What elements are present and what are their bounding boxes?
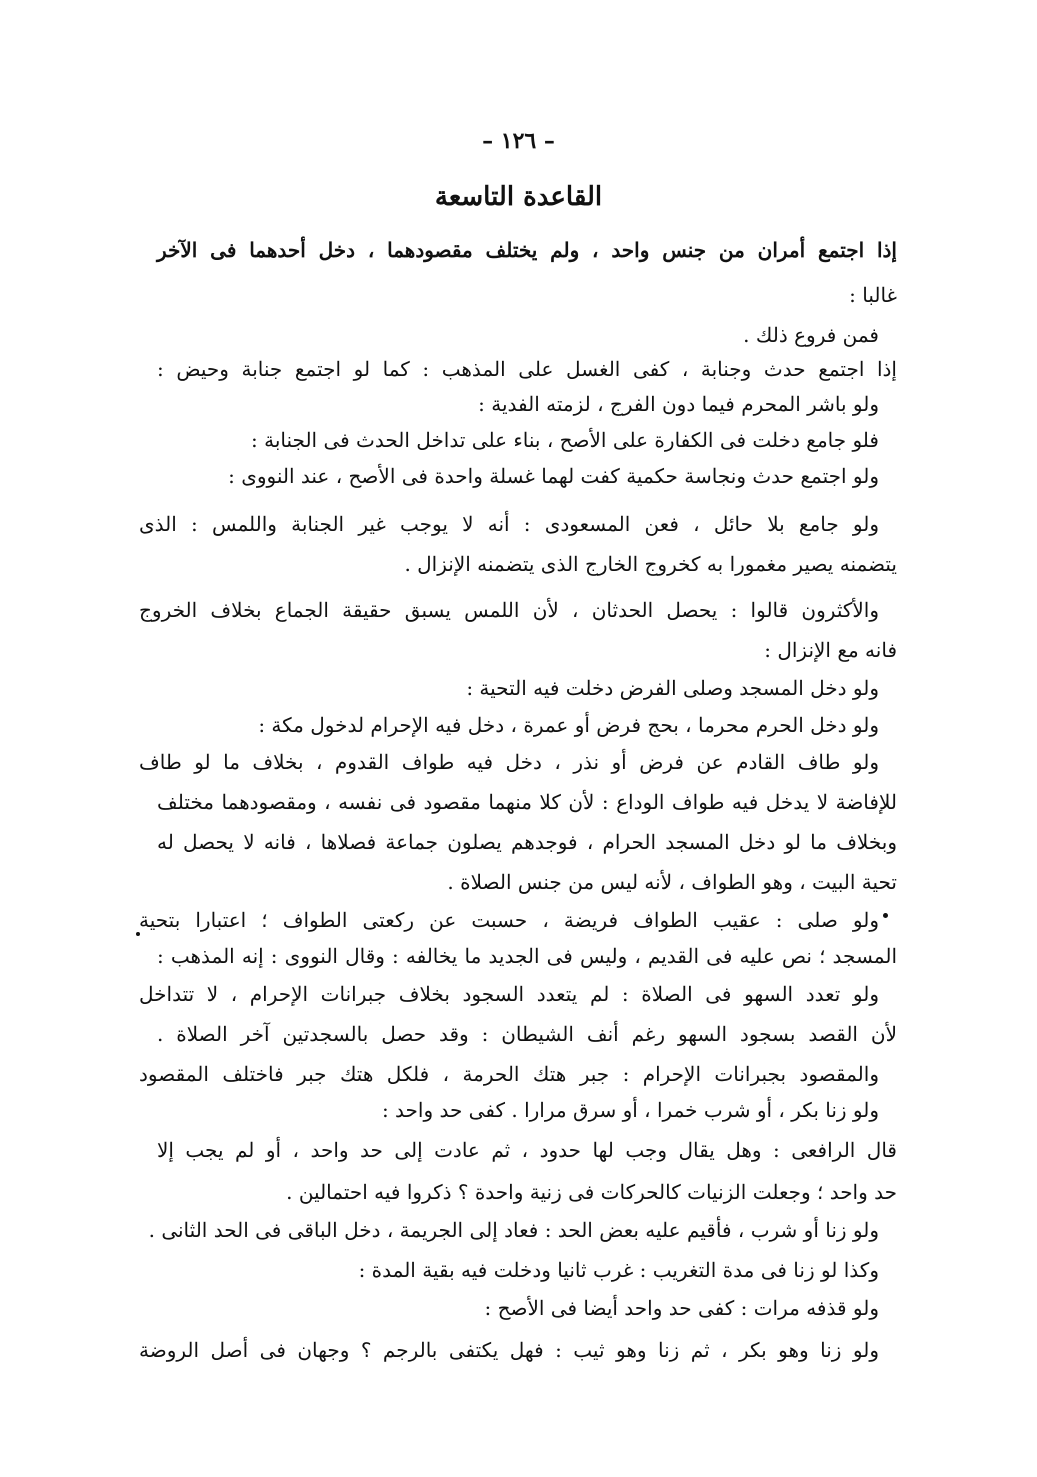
text-line: حد واحد ؛ وجعلت الزنيات كالحركات فى زنية واحدة ؟ ذكروا فيه احتمالين . bbox=[286, 1180, 897, 1204]
text-line: ولو زنا بكر ، أو شرب خمرا ، أو سرق مرارا . كفى حد واحد : bbox=[381, 1098, 879, 1122]
text-line: ولو زنا وهو بكر ، ثم زنا وهو ثيب : فهل يكتفى بالرجم ؟ وجهان فى أصل الروضة bbox=[139, 1338, 879, 1362]
text-line: لأن القصد بسجود السهو رغم أنف الشيطان : وقد حصل بالسجدتين آخر الصلاة . bbox=[157, 1022, 897, 1046]
text-line: ولو دخل المسجد وصلى الفرض دخلت فيه التحية : bbox=[466, 676, 879, 700]
text-line: وبخلاف ما لو دخل المسجد الحرام ، فوجدهم يصلون جماعة فصلاها ، فانه لا يحصل له bbox=[157, 830, 897, 854]
text-line: إذا اجتمع أمران من جنس واحد ، ولم يختلف مقصودهما ، دخل أحدهما فى الآخر bbox=[157, 238, 897, 262]
stray-dot-mark bbox=[883, 913, 888, 918]
page-number: – ١٢٦ – bbox=[482, 128, 555, 154]
text-line: للإفاضة لا يدخل فيه طواف الوداع : لأن كلا منهما مقصود فى نفسه ، ومقصودهما مختلف bbox=[157, 790, 897, 814]
text-line: إذا اجتمع حدث وجنابة ، كفى الغسل على المذهب : كما لو اجتمع جنابة وحيض : bbox=[157, 357, 897, 381]
text-line: ولو جامع بلا حائل ، فعن المسعودى : أنه لا يوجب غير الجنابة واللمس : الذى bbox=[139, 512, 879, 536]
text-line: المسجد ؛ نص عليه فى القديم ، وليس فى الجديد ما يخالفه : وقال النووى : إنه المذهب : bbox=[157, 944, 897, 968]
text-line: ولو صلى : عقيب الطواف فريضة ، حسبت عن ركعتى الطواف ؛ اعتبارا بتحية bbox=[139, 908, 879, 932]
text-line: والأكثرون قالوا : يحصل الحدثان ، لأن اللمس يسبق حقيقة الجماع بخلاف الخروج bbox=[139, 598, 879, 622]
stray-dot-mark bbox=[136, 932, 140, 936]
text-line: فلو جامع دخلت فى الكفارة على الأصح ، بناء على تداخل الحدث فى الجنابة : bbox=[251, 428, 879, 452]
text-line: غالبا : bbox=[849, 283, 897, 307]
text-line: ولو دخل الحرم محرما ، بحج فرض أو عمرة ، دخل فيه الإحرام لدخول مكة : bbox=[258, 713, 879, 737]
text-line: ولو تعدد السهو فى الصلاة : لم يتعدد السجود بخلاف جبرانات الإحرام ، لا تتداخل bbox=[139, 982, 879, 1006]
text-line: فمن فروع ذلك . bbox=[743, 323, 879, 347]
text-line: ولو قذفه مرات : كفى حد واحد أيضا فى الأصح : bbox=[484, 1296, 879, 1320]
text-line: ولو اجتمع حدث ونجاسة حكمية كفت لهما غسلة واحدة فى الأصح ، عند النووى : bbox=[228, 464, 879, 488]
text-line: ولو زنا أو شرب ، فأقيم عليه بعض الحد : فعاد إلى الجريمة ، دخل الباقى فى الحد الثانى . bbox=[148, 1218, 879, 1242]
text-line: تحية البيت ، وهو الطواف ، لأنه ليس من جنس الصلاة . bbox=[447, 870, 897, 894]
text-line: ولو باشر المحرم فيما دون الفرج ، لزمته الفدية : bbox=[478, 392, 879, 416]
text-line: وكذا لو زنا فى مدة التغريب : غرب ثانيا ودخلت فيه بقية المدة : bbox=[358, 1258, 879, 1282]
text-line: يتضمنه يصير مغمورا به كخروج الخارج الذى يتضمنه الإنزال . bbox=[404, 552, 897, 576]
chapter-title: القاعدة التاسعة bbox=[434, 182, 603, 212]
text-line: والمقصود بجبرانات الإحرام : جبر هتك الحرمة ، فلكل هتك جبر فاختلف المقصود bbox=[139, 1062, 879, 1086]
text-line: قال الرافعى : وهل يقال وجب لها حدود ، ثم عادت إلى حد واحد ، أو لم يجب إلا bbox=[157, 1138, 897, 1162]
text-line: فانه مع الإنزال : bbox=[764, 638, 897, 662]
text-line: ولو طاف القادم عن فرض أو نذر ، دخل فيه طواف القدوم ، بخلاف ما لو طاف bbox=[139, 750, 879, 774]
